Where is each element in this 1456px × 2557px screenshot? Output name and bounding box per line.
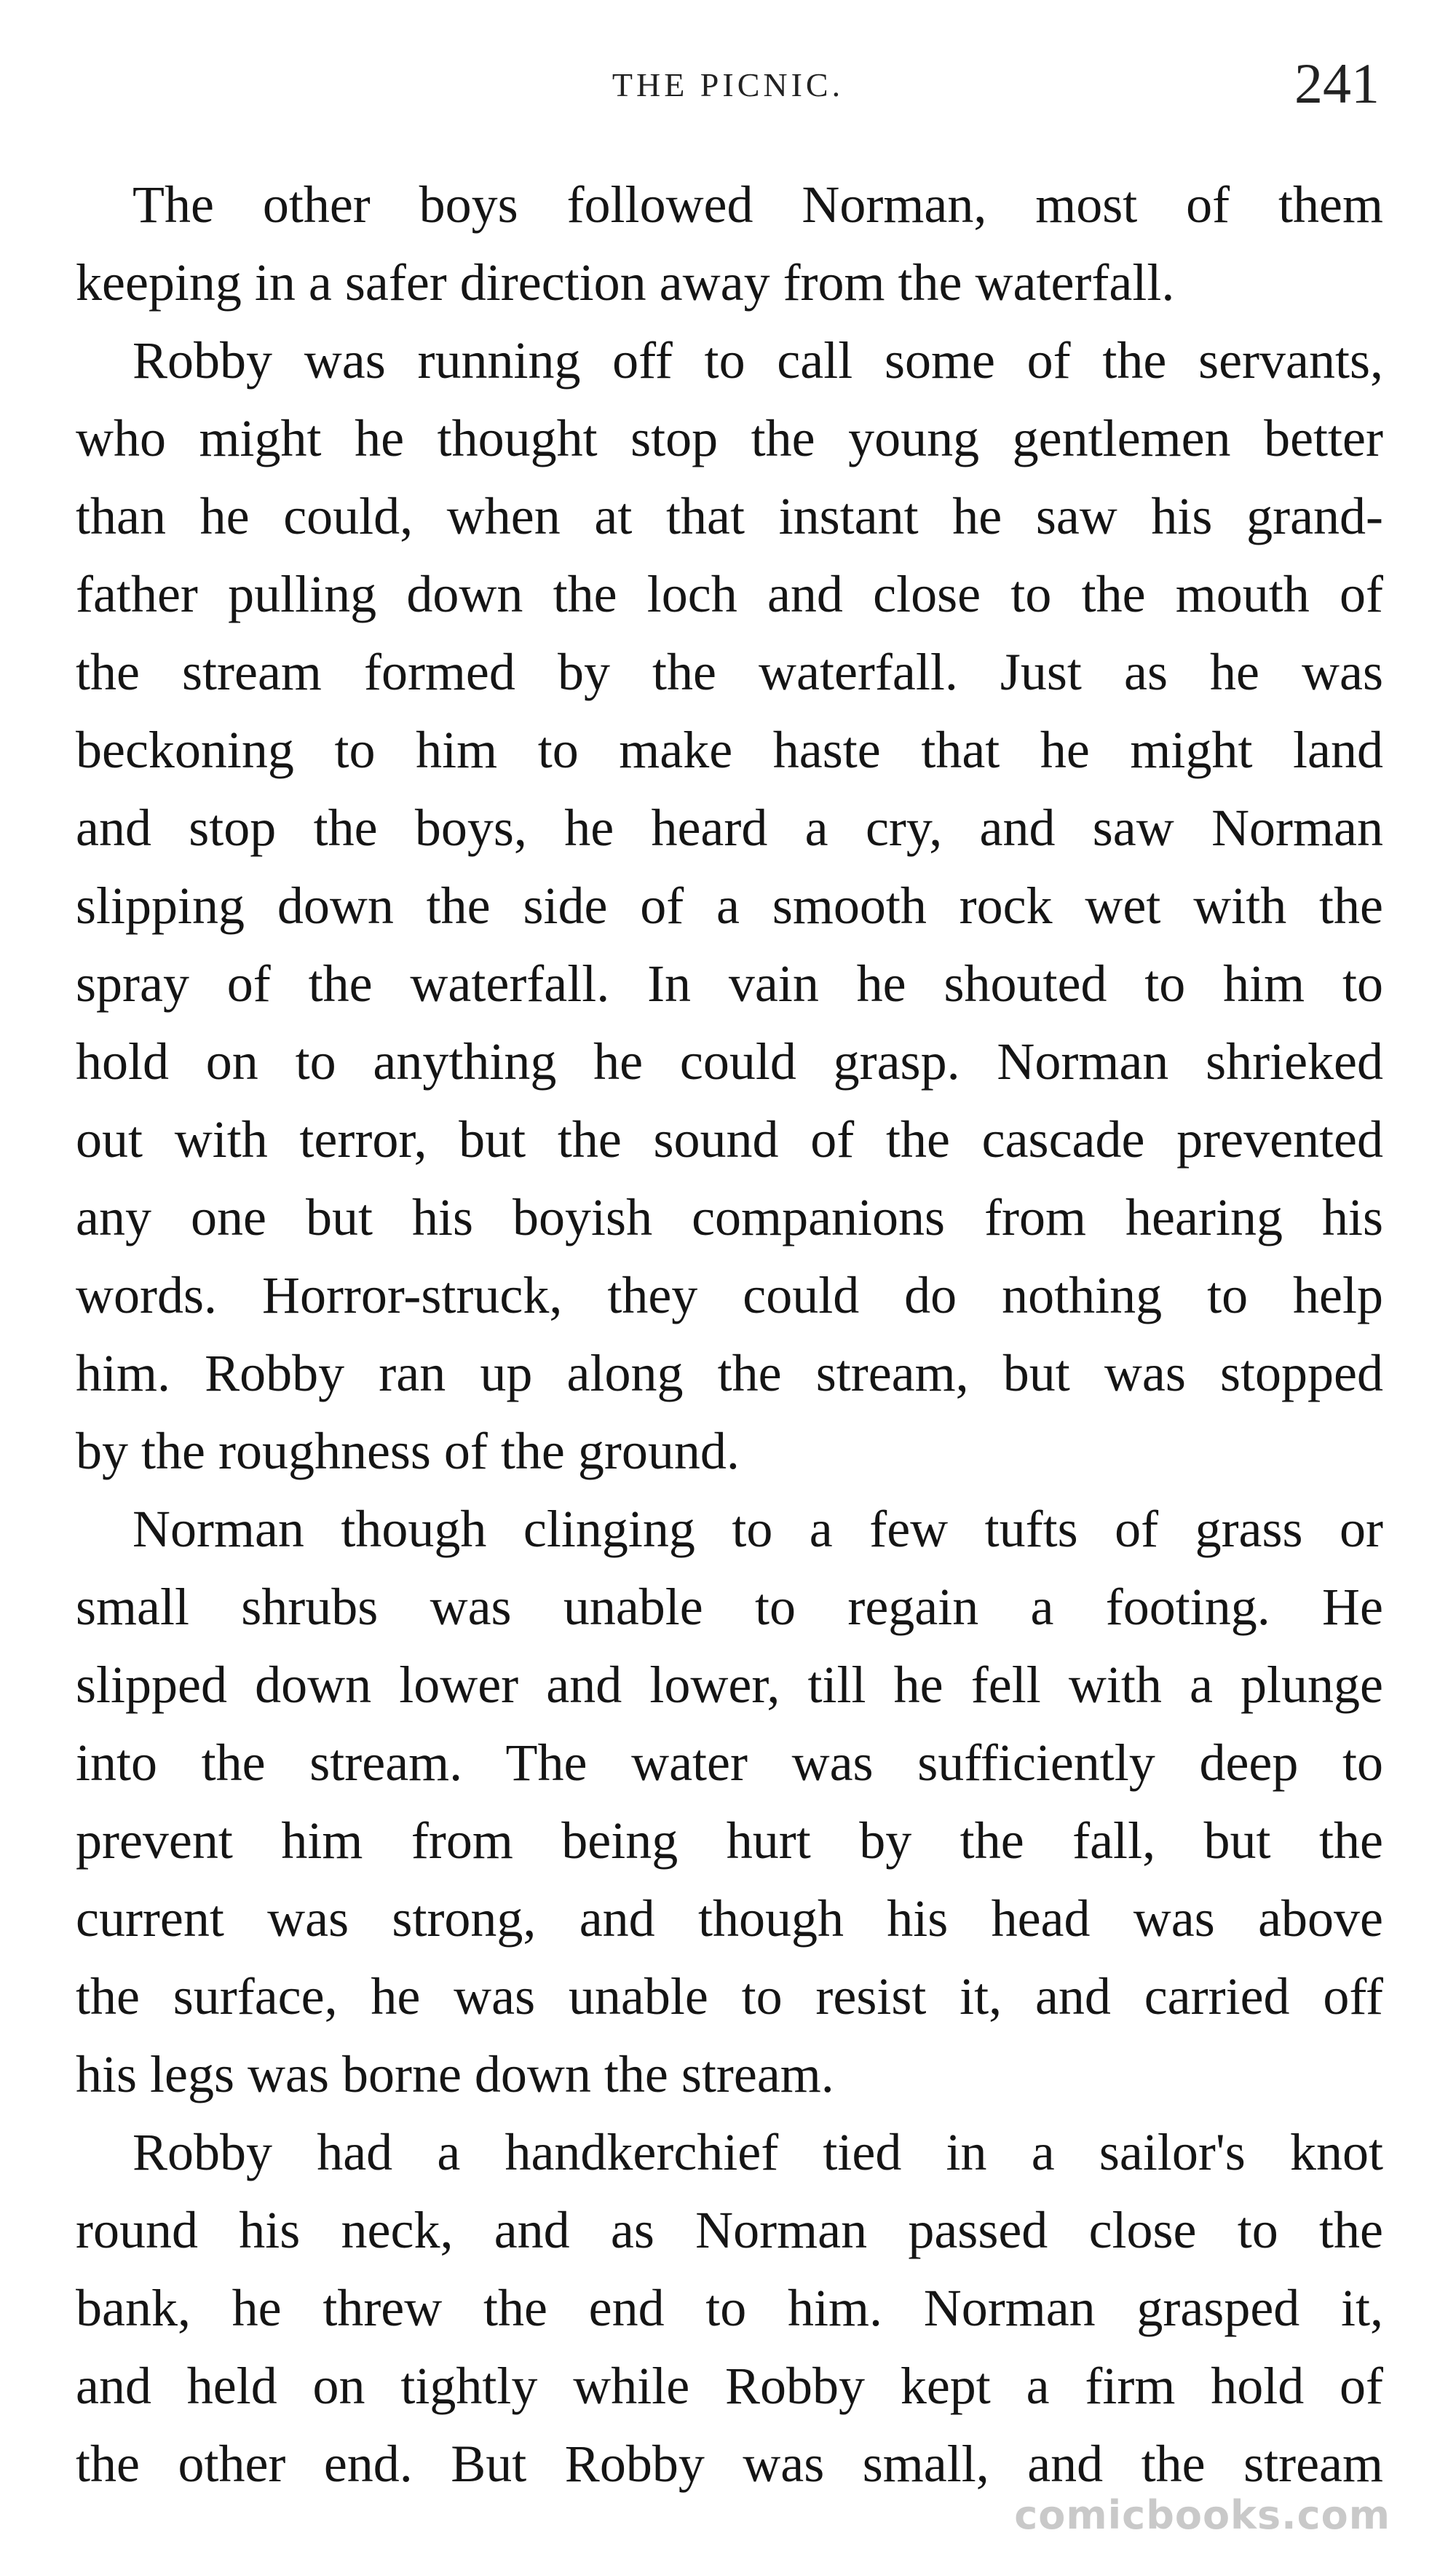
text-line: Robby had a handkerchief tied in a sailor's knot <box>132 2123 1383 2181</box>
text-line: Norman though clinging to a few tufts of grass or <box>132 1500 1383 1558</box>
text-line: small shrubs was unable to regain a footing. He <box>76 1578 1383 1636</box>
text-line: keeping in a safer direction away from the waterfall. <box>76 253 1175 312</box>
text-line: and held on tightly while Robby kept a firm hold of <box>76 2357 1383 2415</box>
text-line: the stream formed by the waterfall. Just as he was <box>76 643 1383 701</box>
running-head <box>0 51 1456 116</box>
text-line: any one but his boyish companions from hearing his <box>76 1188 1383 1246</box>
text-line: than he could, when at that instant he saw his grand- <box>76 487 1383 545</box>
text-line: by the roughness of the ground. <box>76 1422 740 1480</box>
text-line: slipping down the side of a smooth rock wet with the <box>76 877 1383 935</box>
text-line: words. Horror-struck, they could do nothing to help <box>76 1266 1383 1324</box>
text-line: prevent him from being hurt by the fall, but the <box>76 1811 1383 1870</box>
text-line: out with terror, but the sound of the cascade prevented <box>76 1110 1383 1169</box>
text-line: the other end. But Robby was small, and the stream <box>76 2435 1383 2493</box>
text-line: slipped down lower and lower, till he fell with a plunge <box>76 1656 1383 1714</box>
text-line: The other boys followed Norman, most of them <box>132 175 1383 234</box>
text-line: hold on to anything he could grasp. Norman shrieked <box>76 1032 1383 1091</box>
text-line: current was strong, and though his head was above <box>76 1889 1383 1948</box>
page-number: 241 <box>1294 52 1380 115</box>
text-line: the surface, he was unable to resist it, and carried off <box>76 1967 1383 2026</box>
text-line: Robby was running off to call some of the servants, <box>132 331 1383 390</box>
watermark: comicbooks.com <box>1014 2492 1390 2538</box>
text-line: his legs was borne down the stream. <box>76 2045 834 2103</box>
text-line: and stop the boys, he heard a cry, and saw Norman <box>76 799 1383 857</box>
text-line: him. Robby ran up along the stream, but was stopped <box>76 1344 1383 1402</box>
body-text <box>76 166 1383 2503</box>
text-line: beckoning to him to make haste that he might land <box>76 721 1383 779</box>
text-line: spray of the waterfall. In vain he shouted to him to <box>76 955 1383 1013</box>
text-line: bank, he threw the end to him. Norman grasped it, <box>76 2279 1383 2337</box>
running-title: THE PICNIC. <box>612 66 844 103</box>
text-line: into the stream. The water was sufficiently deep to <box>76 1734 1383 1792</box>
text-line: who might he thought stop the young gentlemen better <box>76 409 1383 467</box>
text-line: father pulling down the loch and close to the mouth of <box>76 565 1383 623</box>
text-line: round his neck, and as Norman passed close to the <box>76 2201 1383 2259</box>
